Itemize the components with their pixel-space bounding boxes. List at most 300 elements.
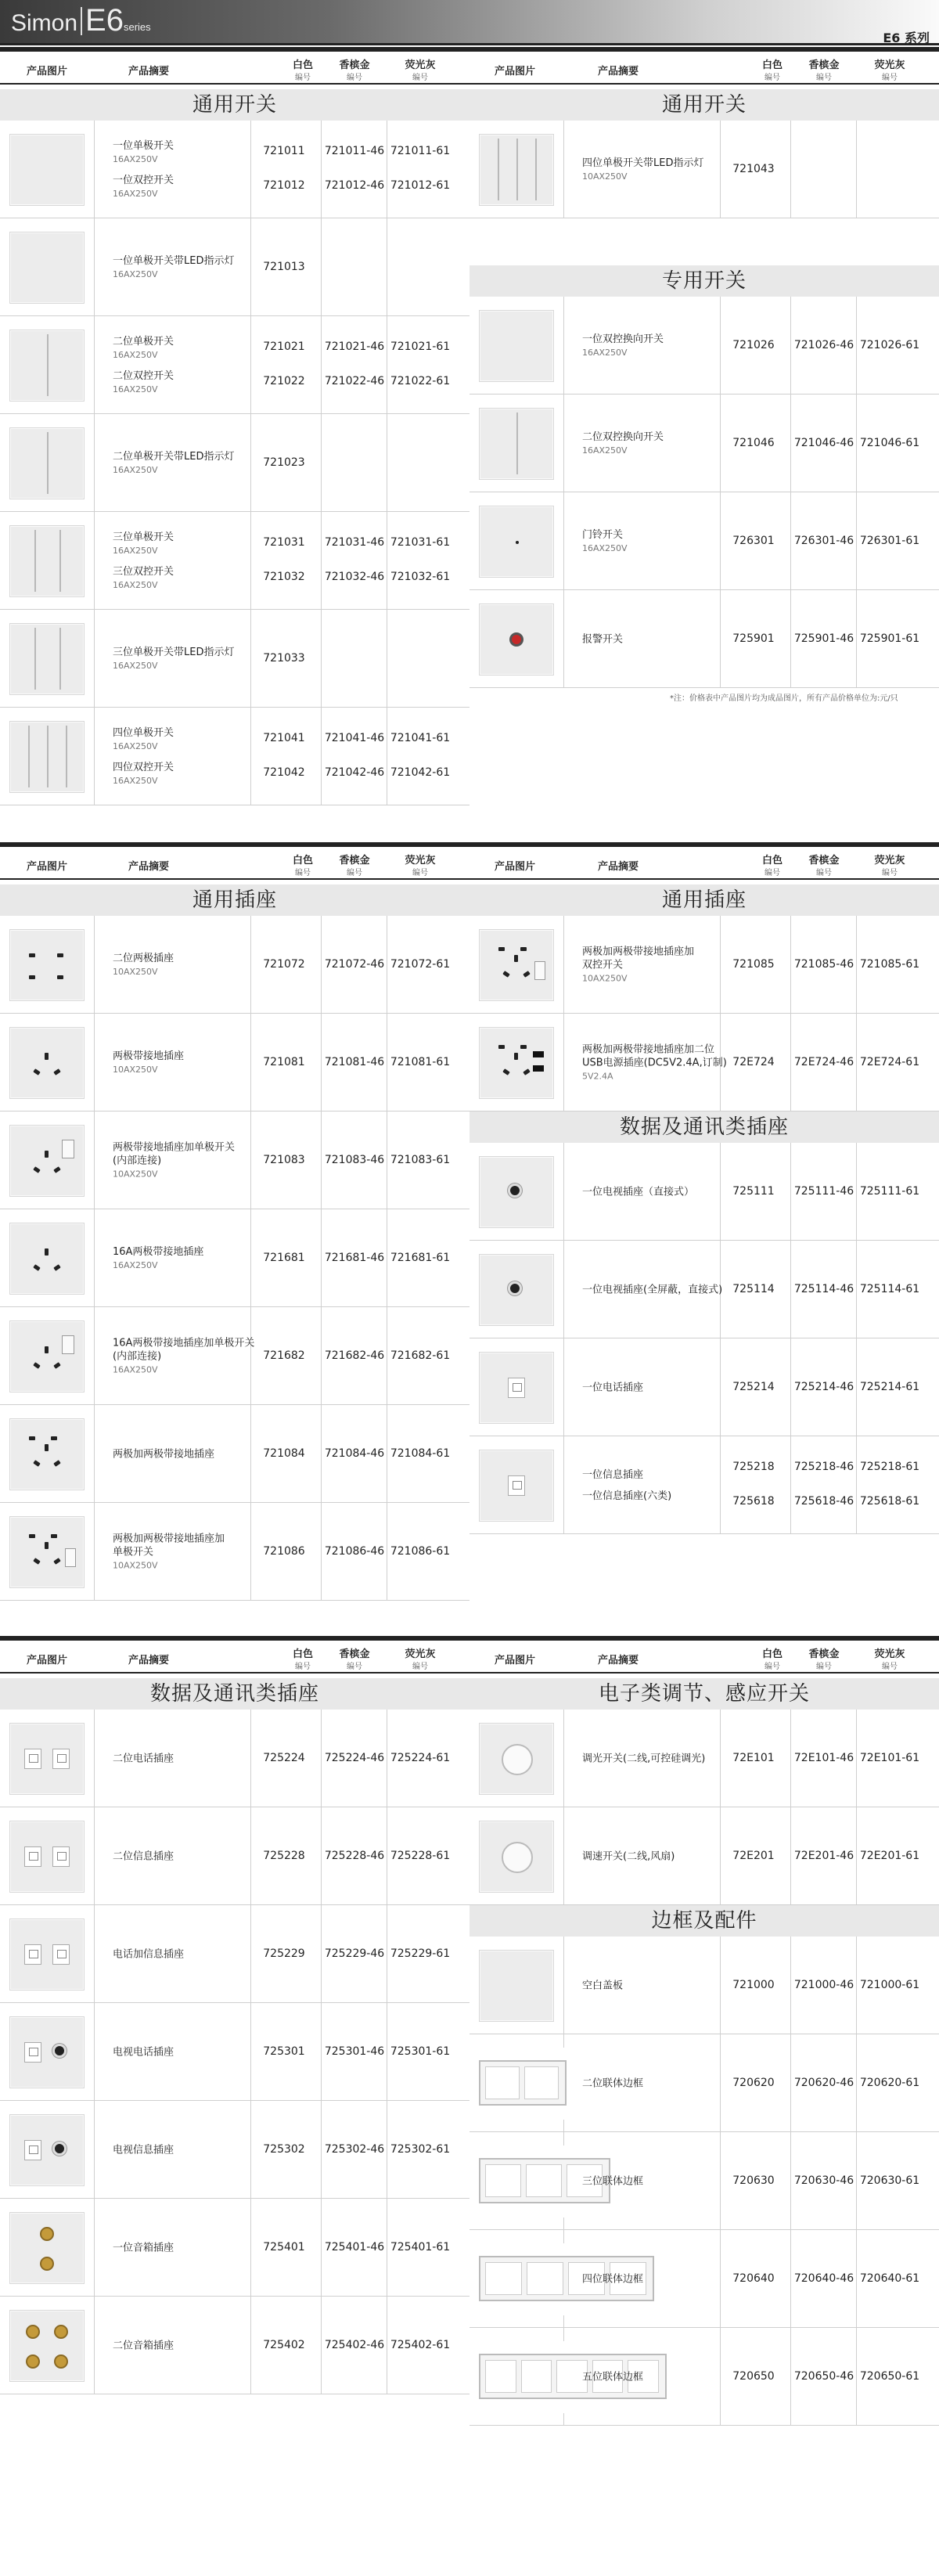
socket-pin xyxy=(33,1362,40,1369)
header-img: 产品图片 xyxy=(26,861,67,873)
frame-window xyxy=(524,2066,559,2099)
product-code-grey: 726301-61 xyxy=(859,534,920,547)
product-row xyxy=(0,2101,470,2199)
switch-rocker xyxy=(62,1335,74,1354)
product-name: 门铃开关 xyxy=(582,528,624,541)
section-rule xyxy=(0,47,939,52)
product-code-gold: 725114-46 xyxy=(793,1282,854,1295)
product-code-gold: 721026-46 xyxy=(793,338,854,351)
product-image xyxy=(9,330,85,402)
cell-divider xyxy=(321,512,322,609)
switch-rocker xyxy=(62,1140,74,1158)
product-name: 两极加两极带接地插座加 xyxy=(113,1533,225,1544)
product-code-gold: 725229-46 xyxy=(324,1947,385,1960)
catalog-section xyxy=(0,1636,939,2575)
product-row xyxy=(470,916,939,1014)
catalog-section xyxy=(0,842,939,1633)
cell-divider xyxy=(94,708,95,805)
summary-inner xyxy=(582,945,731,985)
cell-divider xyxy=(94,121,95,218)
product-image xyxy=(9,525,85,597)
switch-divider xyxy=(34,530,36,592)
tv-port xyxy=(508,1184,522,1198)
header-gold xyxy=(797,1648,851,1673)
product-code-white: 72E101 xyxy=(732,1751,775,1764)
product-code-gold: 721022-46 xyxy=(324,374,385,387)
product-code-grey: 725228-61 xyxy=(390,1849,451,1862)
summary-inner xyxy=(113,1447,261,1461)
cell-divider xyxy=(563,1807,564,1904)
cell-divider xyxy=(856,1436,857,1533)
header-img: 产品图片 xyxy=(494,861,535,873)
usb-port xyxy=(533,1051,544,1057)
product-image xyxy=(9,1418,85,1490)
product-name: 双控开关 xyxy=(582,959,624,971)
header-desc: 产品摘要 xyxy=(597,66,639,77)
socket-pin xyxy=(29,975,35,979)
cell-divider xyxy=(790,121,791,218)
product-name: 报警开关 xyxy=(582,633,624,645)
product-row xyxy=(0,708,470,805)
cell-divider xyxy=(563,1014,564,1111)
product-name: 调光开关(二线,可控硅调光) xyxy=(582,1753,706,1764)
summary-inner xyxy=(113,2143,261,2156)
summary-inner xyxy=(113,952,261,978)
product-name: 空白盖板 xyxy=(582,1980,624,1991)
product-row xyxy=(0,610,470,708)
product-image xyxy=(9,1125,85,1197)
product-image xyxy=(9,2310,85,2382)
product-code-white: 725224 xyxy=(263,1751,305,1764)
header-code-label: 编号 xyxy=(295,1663,311,1671)
product-name: 两极加两极带接地插座加 xyxy=(582,946,695,957)
product-summary xyxy=(113,414,261,512)
product-name: 一位单极开关带LED指示灯 xyxy=(113,254,235,267)
product-image xyxy=(479,1156,554,1228)
header-gold xyxy=(797,855,851,880)
spec-text: 16AX250V xyxy=(113,545,158,556)
header-code-label: 编号 xyxy=(295,869,311,877)
product-row xyxy=(470,121,939,218)
product-row xyxy=(0,1503,470,1601)
dimmer-knob xyxy=(502,1744,533,1775)
product-row xyxy=(470,2328,939,2426)
summary-inner xyxy=(582,1468,731,1503)
product-code-gold: 725218-46 xyxy=(793,1460,854,1473)
header-code-label: 编号 xyxy=(412,869,428,877)
table-header xyxy=(470,852,939,886)
product-code-grey: 721031-61 xyxy=(390,535,451,549)
frame-window xyxy=(485,2262,522,2295)
product-code-grey: 725218-61 xyxy=(859,1460,920,1473)
product-code-white: 72E724 xyxy=(732,1055,775,1068)
spec-text: 16AX250V xyxy=(113,349,158,360)
socket-pin xyxy=(53,1460,60,1467)
product-summary xyxy=(582,2132,731,2230)
frame-window xyxy=(521,2360,552,2393)
product-summary xyxy=(113,1405,261,1503)
product-code-grey: 725301-61 xyxy=(390,2045,451,2058)
table-header xyxy=(0,56,470,91)
product-code-gold: 725401-46 xyxy=(324,2240,385,2254)
summary-inner xyxy=(113,2241,261,2254)
product-name: 电视电话插座 xyxy=(113,2046,174,2058)
product-code-white: 721041 xyxy=(263,731,305,744)
product-row xyxy=(0,414,470,512)
cell-divider xyxy=(321,316,322,413)
product-code-white: 725402 xyxy=(263,2338,305,2351)
frame-outline xyxy=(479,2060,567,2106)
product-name: 一位双控换向开关 xyxy=(582,333,664,345)
product-name: 单极开关 xyxy=(113,1546,154,1558)
cell-divider xyxy=(563,121,564,218)
summary-inner xyxy=(113,726,261,787)
speaker-terminal xyxy=(40,2257,54,2271)
product-image xyxy=(9,2114,85,2186)
frame-window xyxy=(527,2262,563,2295)
header-code-label: 编号 xyxy=(816,1663,832,1671)
product-code-gold: 721046-46 xyxy=(793,436,854,449)
header-code-label: 编号 xyxy=(765,74,780,82)
product-code-grey: 725901-61 xyxy=(859,632,920,645)
product-code-gold: 721085-46 xyxy=(793,957,854,971)
product-row xyxy=(0,1710,470,1807)
product-row xyxy=(0,1307,470,1405)
summary-inner xyxy=(582,1752,731,1765)
catalog-section xyxy=(0,47,939,834)
product-image xyxy=(9,2212,85,2284)
product-code-gold: 721000-46 xyxy=(793,1978,854,1991)
product-code-gold: 721081-46 xyxy=(324,1055,385,1068)
summary-inner xyxy=(582,2272,731,2286)
speaker-terminal xyxy=(26,2325,40,2339)
product-code-gold: 720620-46 xyxy=(793,2076,854,2089)
product-code-grey: 721081-61 xyxy=(390,1055,451,1068)
header-code-label: 编号 xyxy=(347,74,362,82)
gap xyxy=(113,166,261,174)
product-name: 电视信息插座 xyxy=(113,2144,174,2156)
bell-indicator xyxy=(516,541,519,544)
socket-pin xyxy=(498,947,505,951)
tv-port xyxy=(52,2044,67,2058)
product-name: 三位双控开关 xyxy=(113,565,174,578)
product-code-white: 72E201 xyxy=(732,1849,775,1862)
header-img: 产品图片 xyxy=(494,1655,535,1666)
product-image xyxy=(479,2048,567,2120)
dimmer-knob xyxy=(502,1842,533,1873)
product-summary xyxy=(113,916,261,1014)
summary-inner xyxy=(582,1185,731,1198)
summary-inner xyxy=(113,2339,261,2352)
summary-inner xyxy=(582,333,731,359)
gap xyxy=(582,1482,731,1490)
header-white xyxy=(745,1648,800,1673)
header-code-label: 编号 xyxy=(882,74,898,82)
product-code-grey: 720630-61 xyxy=(859,2174,920,2187)
product-row xyxy=(470,2132,939,2230)
product-name: 二位音箱插座 xyxy=(113,2340,174,2351)
product-code-white: 721085 xyxy=(732,957,775,971)
product-code-gold: 725901-46 xyxy=(793,632,854,645)
product-image xyxy=(479,1254,554,1326)
product-code-gold: 725301-46 xyxy=(324,2045,385,2058)
alarm-button xyxy=(509,632,523,647)
rj-port xyxy=(52,1944,70,1965)
socket-pin xyxy=(45,1444,49,1451)
product-name: 二位单极开关 xyxy=(113,335,174,348)
summary-inner xyxy=(113,1850,261,1863)
product-code-white: 721026 xyxy=(732,338,775,351)
product-summary xyxy=(113,2199,261,2297)
product-code-grey: 725224-61 xyxy=(390,1751,451,1764)
rj-port xyxy=(24,2042,41,2063)
product-summary xyxy=(582,916,731,1014)
product-row xyxy=(470,2034,939,2132)
product-image xyxy=(9,1516,85,1588)
header-white xyxy=(275,855,330,880)
product-summary xyxy=(582,1937,731,2034)
socket-pin xyxy=(57,953,63,957)
spec-text: 10AX250V xyxy=(582,171,628,182)
switch-divider xyxy=(535,139,537,200)
product-summary xyxy=(113,2297,261,2394)
product-summary xyxy=(113,121,261,218)
product-summary xyxy=(582,492,731,590)
header-grey xyxy=(393,1648,448,1673)
product-image xyxy=(479,1450,554,1522)
product-code-grey: 721022-61 xyxy=(390,374,451,387)
header-gold-label: 香槟金 xyxy=(808,59,840,71)
product-code-gold: 721681-46 xyxy=(324,1251,385,1264)
product-row xyxy=(0,121,470,218)
product-summary xyxy=(582,1241,731,1338)
header-white xyxy=(745,59,800,85)
product-name: 两极加两极带接地插座 xyxy=(113,1448,215,1460)
product-name: 16A两极带接地插座 xyxy=(113,1245,204,1258)
product-code-white: 721081 xyxy=(263,1055,305,1068)
spec-text: 10AX250V xyxy=(582,973,628,983)
product-code-gold: 725224-46 xyxy=(324,1751,385,1764)
product-row xyxy=(470,1143,939,1241)
product-code-white: 725401 xyxy=(263,2240,305,2254)
header-code-label: 编号 xyxy=(816,869,832,877)
header-rule xyxy=(0,878,939,880)
product-image xyxy=(9,623,85,695)
switch-divider xyxy=(34,628,36,690)
header-grey-label: 荧光灰 xyxy=(405,855,436,866)
header-white-label: 白色 xyxy=(292,1648,313,1660)
frame-window xyxy=(485,2360,516,2393)
summary-inner xyxy=(113,1245,261,1272)
product-image xyxy=(479,408,554,480)
rj-port xyxy=(52,1846,70,1867)
product-code-grey: 721072-61 xyxy=(390,957,451,971)
header-code-label: 编号 xyxy=(412,1663,428,1671)
header-code-label: 编号 xyxy=(765,1663,780,1671)
spec-text: 16AX250V xyxy=(113,1364,158,1374)
cell-divider xyxy=(856,121,857,218)
product-code-grey: 721682-61 xyxy=(390,1349,451,1362)
product-code-grey: 720650-61 xyxy=(859,2369,920,2383)
cell-divider xyxy=(321,218,322,315)
product-code-grey: 725402-61 xyxy=(390,2338,451,2351)
socket-pin xyxy=(53,1068,60,1075)
socket-pin xyxy=(514,955,518,962)
header-code-label: 编号 xyxy=(882,869,898,877)
rj-port xyxy=(508,1378,525,1398)
socket-pin xyxy=(53,1558,60,1565)
product-name: 二位联体边框 xyxy=(582,2077,644,2089)
header-gold xyxy=(797,59,851,85)
product-summary xyxy=(582,2230,731,2328)
product-image xyxy=(9,1918,85,1991)
switch-divider xyxy=(498,139,499,200)
product-name: 三位联体边框 xyxy=(582,2175,644,2187)
header-desc: 产品摘要 xyxy=(597,1655,639,1666)
cell-divider xyxy=(94,1209,95,1306)
product-name: USB电源插座(DC5V2.4A,订制) xyxy=(582,1057,727,1068)
product-code-white: 721033 xyxy=(263,651,305,665)
header-gold-label: 香槟金 xyxy=(808,1648,840,1660)
socket-pin xyxy=(29,953,35,957)
socket-pin xyxy=(45,1053,49,1060)
product-summary xyxy=(582,1014,731,1111)
header-code-label: 编号 xyxy=(765,869,780,877)
product-row xyxy=(0,1209,470,1307)
switch-divider xyxy=(47,432,49,494)
summary-inner xyxy=(582,1979,731,1992)
product-row xyxy=(0,1014,470,1111)
product-row xyxy=(470,492,939,590)
product-summary xyxy=(113,1209,261,1307)
product-code-grey: 721084-61 xyxy=(390,1447,451,1460)
header-white-label: 白色 xyxy=(292,59,313,71)
socket-pin xyxy=(33,1460,40,1467)
product-code-white: 720650 xyxy=(732,2369,775,2383)
product-code-white: 721032 xyxy=(263,570,305,583)
spec-text: 16AX250V xyxy=(113,1259,158,1270)
product-row xyxy=(470,1937,939,2034)
product-code-grey: 725111-61 xyxy=(859,1184,920,1198)
product-code-grey: 721083-61 xyxy=(390,1153,451,1166)
socket-pin xyxy=(45,1248,49,1256)
summary-inner xyxy=(113,139,261,200)
product-summary xyxy=(113,1807,261,1905)
cell-divider xyxy=(94,2199,95,2296)
category-band: 通用开关 xyxy=(470,89,939,121)
product-name: 三位单极开关带LED指示灯 xyxy=(113,646,235,658)
header-white-label: 白色 xyxy=(761,59,782,71)
product-name: 二位信息插座 xyxy=(113,1850,174,1862)
product-row xyxy=(470,395,939,492)
product-name: 五位联体边框 xyxy=(582,2371,644,2383)
spec-text: 16AX250V xyxy=(113,384,158,395)
speaker-terminal xyxy=(54,2325,68,2339)
cell-divider xyxy=(563,590,564,687)
product-name: (内部连接) xyxy=(113,1350,162,1362)
product-row xyxy=(0,2003,470,2101)
cell-divider xyxy=(94,1905,95,2002)
summary-inner xyxy=(582,632,731,646)
product-code-grey: 72E724-61 xyxy=(859,1055,920,1068)
product-summary xyxy=(113,1111,261,1209)
socket-pin xyxy=(33,1166,40,1173)
product-name: 两极带接地插座 xyxy=(113,1050,185,1062)
header-grey-label: 荧光灰 xyxy=(405,1648,436,1660)
header-grey-label: 荧光灰 xyxy=(405,59,436,71)
product-image xyxy=(479,929,554,1001)
product-code-gold: 721682-46 xyxy=(324,1349,385,1362)
socket-pin xyxy=(502,1068,509,1075)
socket-pin xyxy=(53,1264,60,1271)
product-code-white: 721086 xyxy=(263,1544,305,1558)
table-header xyxy=(470,56,939,91)
product-image xyxy=(9,1320,85,1392)
cell-divider xyxy=(94,1807,95,1904)
switch-divider xyxy=(516,413,518,474)
header-desc: 产品摘要 xyxy=(128,1655,169,1666)
product-code-grey: 721032-61 xyxy=(390,570,451,583)
header-desc: 产品摘要 xyxy=(128,66,169,77)
header-gold xyxy=(327,1648,382,1673)
header-grey-label: 荧光灰 xyxy=(874,59,905,71)
product-code-white: 721084 xyxy=(263,1447,305,1460)
product-row xyxy=(470,590,939,688)
summary-inner xyxy=(113,1336,261,1376)
speaker-terminal xyxy=(54,2354,68,2369)
summary-inner xyxy=(582,2174,731,2188)
product-code-gold: 725618-46 xyxy=(793,1494,854,1508)
table-header xyxy=(0,852,470,886)
product-summary xyxy=(113,1905,261,2003)
header-grey xyxy=(393,59,448,85)
product-summary xyxy=(113,1307,261,1405)
product-summary xyxy=(582,297,731,395)
product-code-gold: 721041-46 xyxy=(324,731,385,744)
cell-divider xyxy=(563,1338,564,1436)
header-code-label: 编号 xyxy=(347,869,362,877)
cell-divider xyxy=(563,916,564,1013)
summary-inner xyxy=(113,1140,261,1180)
section-rule xyxy=(0,842,939,847)
header-desc: 产品摘要 xyxy=(597,861,639,873)
header-img: 产品图片 xyxy=(26,66,67,77)
cell-divider xyxy=(321,708,322,805)
switch-divider xyxy=(59,530,61,592)
summary-inner xyxy=(582,528,731,555)
product-summary xyxy=(582,590,731,688)
product-name: 四位联体边框 xyxy=(582,2273,644,2285)
summary-inner xyxy=(582,157,731,183)
product-code-gold: 720650-46 xyxy=(793,2369,854,2383)
header-grey-label: 荧光灰 xyxy=(874,855,905,866)
socket-pin xyxy=(33,1558,40,1565)
speaker-terminal xyxy=(40,2227,54,2241)
product-code-grey: 720640-61 xyxy=(859,2272,920,2285)
product-summary xyxy=(113,316,261,414)
product-name: 二位电话插座 xyxy=(113,1753,174,1764)
product-code-white: 721021 xyxy=(263,340,305,353)
header-grey xyxy=(393,855,448,880)
cell-divider xyxy=(563,1436,564,1533)
tv-port xyxy=(508,1281,522,1295)
header-grey xyxy=(862,59,917,85)
product-code-white: 720620 xyxy=(732,2076,775,2089)
product-code-gold: 721072-46 xyxy=(324,957,385,971)
product-code-white: 725228 xyxy=(263,1849,305,1862)
switch-divider xyxy=(59,628,61,690)
spec-text: 16AX250V xyxy=(113,268,158,279)
